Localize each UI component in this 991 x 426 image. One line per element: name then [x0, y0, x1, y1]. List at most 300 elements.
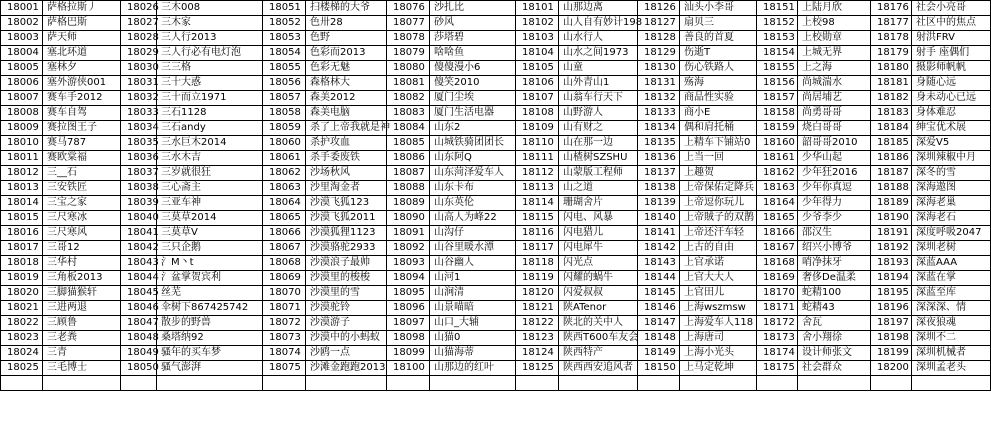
- id-cell[interactable]: 18183: [871, 106, 912, 121]
- username-cell[interactable]: 绍兴小博爷: [798, 241, 871, 256]
- username-cell[interactable]: 三__石: [43, 166, 121, 181]
- id-cell[interactable]: 18013: [1, 181, 43, 196]
- id-cell[interactable]: 18064: [263, 196, 306, 211]
- username-cell[interactable]: 三脚猫猴轩: [43, 286, 121, 301]
- id-cell[interactable]: 18014: [1, 196, 43, 211]
- username-cell[interactable]: 蛇精100: [798, 286, 871, 301]
- username-cell[interactable]: 塞林夕: [43, 61, 121, 76]
- username-cell[interactable]: 塞外游侠001: [43, 76, 121, 91]
- id-cell[interactable]: 18199: [871, 346, 912, 361]
- id-cell[interactable]: 18192: [871, 241, 912, 256]
- id-cell[interactable]: 18017: [1, 241, 43, 256]
- id-cell[interactable]: 18042: [121, 241, 157, 256]
- username-cell[interactable]: 沙漠驼铃: [306, 301, 387, 316]
- username-cell[interactable]: 上趣贺: [680, 166, 757, 181]
- username-cell[interactable]: 身未动心已远: [912, 91, 991, 106]
- username-cell[interactable]: 邵汉生: [798, 226, 871, 241]
- username-cell[interactable]: 三哥12: [43, 241, 121, 256]
- id-cell[interactable]: 18056: [263, 76, 306, 91]
- username-cell[interactable]: 深海老巢: [912, 196, 991, 211]
- username-cell[interactable]: 上官田儿: [680, 286, 757, 301]
- username-cell[interactable]: 山水之间1973: [559, 46, 638, 61]
- username-cell[interactable]: 上海唐司: [680, 331, 757, 346]
- id-cell[interactable]: 18196: [871, 301, 912, 316]
- username-cell[interactable]: 上当一回: [680, 151, 757, 166]
- id-cell[interactable]: 18022: [1, 316, 43, 331]
- id-cell[interactable]: 18188: [871, 181, 912, 196]
- id-cell[interactable]: 18068: [263, 256, 306, 271]
- username-cell[interactable]: 沙漠飞狐2011: [306, 211, 387, 226]
- empty-cell[interactable]: [430, 376, 516, 391]
- username-cell[interactable]: 丝芜: [157, 286, 263, 301]
- id-cell[interactable]: 18099: [387, 346, 430, 361]
- username-cell[interactable]: 杀了上帝我就是神: [306, 121, 387, 136]
- id-cell[interactable]: 18145: [638, 286, 680, 301]
- id-cell[interactable]: 18137: [638, 166, 680, 181]
- id-cell[interactable]: 18169: [757, 271, 798, 286]
- username-cell[interactable]: 三水巨木2014: [157, 136, 263, 151]
- id-cell[interactable]: 18195: [871, 286, 912, 301]
- username-cell[interactable]: 色野: [306, 31, 387, 46]
- username-cell[interactable]: 氵盆掌贺宾利: [157, 271, 263, 286]
- id-cell[interactable]: 18129: [638, 46, 680, 61]
- username-cell[interactable]: 殇海: [680, 76, 757, 91]
- empty-cell[interactable]: [757, 376, 798, 391]
- username-cell[interactable]: 厦门生活电器: [430, 106, 516, 121]
- username-cell[interactable]: 身体难忍: [912, 106, 991, 121]
- id-cell[interactable]: 18161: [757, 151, 798, 166]
- username-cell[interactable]: 山涧清: [430, 286, 516, 301]
- username-cell[interactable]: 闪耀的蜗牛: [559, 271, 638, 286]
- username-cell[interactable]: 山东菏泽爱车人: [430, 166, 516, 181]
- username-cell[interactable]: 上马定乾坤: [680, 361, 757, 376]
- username-cell[interactable]: 赛车手2012: [43, 91, 121, 106]
- id-cell[interactable]: 18006: [1, 76, 43, 91]
- username-cell[interactable]: 沙扎比: [430, 1, 516, 16]
- id-cell[interactable]: 18131: [638, 76, 680, 91]
- id-cell[interactable]: 18114: [516, 196, 559, 211]
- username-cell[interactable]: 社会小亮哥: [912, 1, 991, 16]
- id-cell[interactable]: 18191: [871, 226, 912, 241]
- empty-cell[interactable]: [871, 376, 912, 391]
- id-cell[interactable]: 18101: [516, 1, 559, 16]
- username-cell[interactable]: 上之海: [798, 61, 871, 76]
- id-cell[interactable]: 18119: [516, 271, 559, 286]
- username-cell[interactable]: 山谷幽人: [430, 256, 516, 271]
- id-cell[interactable]: 18111: [516, 151, 559, 166]
- id-cell[interactable]: 18194: [871, 271, 912, 286]
- username-cell[interactable]: 上精车下铺站0: [680, 136, 757, 151]
- username-cell[interactable]: 社区中的焦点: [912, 16, 991, 31]
- username-cell[interactable]: 上海爱车人118: [680, 316, 757, 331]
- empty-cell[interactable]: [1, 376, 43, 391]
- username-cell[interactable]: 绅宝优术展: [912, 121, 991, 136]
- id-cell[interactable]: 18043: [121, 256, 157, 271]
- username-cell[interactable]: 三顾鲁: [43, 316, 121, 331]
- username-cell[interactable]: 深夜狼魂: [912, 316, 991, 331]
- username-cell[interactable]: 山野游人: [559, 106, 638, 121]
- username-cell[interactable]: 三石andy: [157, 121, 263, 136]
- id-cell[interactable]: 18164: [757, 196, 798, 211]
- username-cell[interactable]: 上海wszmsw: [680, 301, 757, 316]
- id-cell[interactable]: 18020: [1, 286, 43, 301]
- id-cell[interactable]: 18172: [757, 316, 798, 331]
- id-cell[interactable]: 18162: [757, 166, 798, 181]
- username-cell[interactable]: 厦门尘埃: [430, 91, 516, 106]
- username-cell[interactable]: 三尺寒冰: [43, 211, 121, 226]
- username-cell[interactable]: 傻傻漫小6: [430, 61, 516, 76]
- id-cell[interactable]: 18071: [263, 301, 306, 316]
- username-cell[interactable]: 山那边的红叶: [430, 361, 516, 376]
- username-cell[interactable]: 三华村: [43, 256, 121, 271]
- id-cell[interactable]: 18081: [387, 76, 430, 91]
- id-cell[interactable]: 18112: [516, 166, 559, 181]
- username-cell[interactable]: 上城无界: [798, 46, 871, 61]
- username-cell[interactable]: 上帝賊子的双鹊: [680, 211, 757, 226]
- username-cell[interactable]: 身随心远: [912, 76, 991, 91]
- id-cell[interactable]: 18109: [516, 121, 559, 136]
- id-cell[interactable]: 18136: [638, 151, 680, 166]
- id-cell[interactable]: 18100: [387, 361, 430, 376]
- username-cell[interactable]: 社会群众: [798, 361, 871, 376]
- username-cell[interactable]: 三青: [43, 346, 121, 361]
- id-cell[interactable]: 18146: [638, 301, 680, 316]
- id-cell[interactable]: 18138: [638, 181, 680, 196]
- id-cell[interactable]: 18125: [516, 361, 559, 376]
- id-cell[interactable]: 18166: [757, 226, 798, 241]
- id-cell[interactable]: 18094: [387, 271, 430, 286]
- id-cell[interactable]: 18047: [121, 316, 157, 331]
- id-cell[interactable]: 18001: [1, 1, 43, 16]
- username-cell[interactable]: 汕头小李哥: [680, 1, 757, 16]
- id-cell[interactable]: 18186: [871, 151, 912, 166]
- id-cell[interactable]: 18037: [121, 166, 157, 181]
- id-cell[interactable]: 18008: [1, 106, 43, 121]
- id-cell[interactable]: 18115: [516, 211, 559, 226]
- id-cell[interactable]: 18102: [516, 16, 559, 31]
- username-cell[interactable]: 山沟仔: [430, 226, 516, 241]
- id-cell[interactable]: 18173: [757, 331, 798, 346]
- id-cell[interactable]: 18127: [638, 16, 680, 31]
- username-cell[interactable]: 傻笑2010: [430, 76, 516, 91]
- username-cell[interactable]: 砂风: [430, 16, 516, 31]
- username-cell[interactable]: 陕西西安追风者: [559, 361, 638, 376]
- username-cell[interactable]: 三角板2013: [43, 271, 121, 286]
- id-cell[interactable]: 18149: [638, 346, 680, 361]
- id-cell[interactable]: 18082: [387, 91, 430, 106]
- username-cell[interactable]: 山外青山1: [559, 76, 638, 91]
- username-cell[interactable]: 色彩无魅: [306, 61, 387, 76]
- id-cell[interactable]: 18016: [1, 226, 43, 241]
- username-cell[interactable]: 深海遨图: [912, 181, 991, 196]
- username-cell[interactable]: 善良的首夏: [680, 31, 757, 46]
- username-cell[interactable]: 沙漠骆驼2933: [306, 241, 387, 256]
- username-cell[interactable]: 奢侈De温柔: [798, 271, 871, 286]
- id-cell[interactable]: 18059: [263, 121, 306, 136]
- username-cell[interactable]: 深圳机械者: [912, 346, 991, 361]
- empty-cell[interactable]: [516, 376, 559, 391]
- id-cell[interactable]: 18070: [263, 286, 306, 301]
- id-cell[interactable]: 18080: [387, 61, 430, 76]
- username-cell[interactable]: 深圳孟老头: [912, 361, 991, 376]
- username-cell[interactable]: 少年得力: [798, 196, 871, 211]
- empty-cell[interactable]: [559, 376, 638, 391]
- username-cell[interactable]: 伤逝T: [680, 46, 757, 61]
- id-cell[interactable]: 18154: [757, 46, 798, 61]
- id-cell[interactable]: 18139: [638, 196, 680, 211]
- username-cell[interactable]: 氵M丶t: [157, 256, 263, 271]
- id-cell[interactable]: 18167: [757, 241, 798, 256]
- username-cell[interactable]: 珊瑚舍片: [559, 196, 638, 211]
- username-cell[interactable]: 沙漠里的雪: [306, 286, 387, 301]
- username-cell[interactable]: 上官大大人: [680, 271, 757, 286]
- username-cell[interactable]: 上帝逗你玩儿: [680, 196, 757, 211]
- username-cell[interactable]: 山高人为峰22: [430, 211, 516, 226]
- username-cell[interactable]: 山口_大辅: [430, 316, 516, 331]
- username-cell[interactable]: 山人自有妙计198: [559, 16, 638, 31]
- username-cell[interactable]: 山东卡布: [430, 181, 516, 196]
- id-cell[interactable]: 18031: [121, 76, 157, 91]
- id-cell[interactable]: 18170: [757, 286, 798, 301]
- id-cell[interactable]: 18126: [638, 1, 680, 16]
- id-cell[interactable]: 18197: [871, 316, 912, 331]
- username-cell[interactable]: 少年狂2016: [798, 166, 871, 181]
- id-cell[interactable]: 18046: [121, 301, 157, 316]
- id-cell[interactable]: 18092: [387, 241, 430, 256]
- username-cell[interactable]: 摄影师帆帆: [912, 61, 991, 76]
- username-cell[interactable]: 偶和肩托桶: [680, 121, 757, 136]
- id-cell[interactable]: 18171: [757, 301, 798, 316]
- username-cell[interactable]: 山城铁骑团团长: [430, 136, 516, 151]
- id-cell[interactable]: 18002: [1, 16, 43, 31]
- username-cell[interactable]: 商品性实验: [680, 91, 757, 106]
- id-cell[interactable]: 18051: [263, 1, 306, 16]
- username-cell[interactable]: 山东阿Q: [430, 151, 516, 166]
- id-cell[interactable]: 18018: [1, 256, 43, 271]
- username-cell[interactable]: 三木008: [157, 1, 263, 16]
- username-cell[interactable]: 赛拉图王子: [43, 121, 121, 136]
- id-cell[interactable]: 18148: [638, 331, 680, 346]
- id-cell[interactable]: 18175: [757, 361, 798, 376]
- id-cell[interactable]: 18049: [121, 346, 157, 361]
- id-cell[interactable]: 18140: [638, 211, 680, 226]
- id-cell[interactable]: 18050: [121, 361, 157, 376]
- id-cell[interactable]: 18087: [387, 166, 430, 181]
- id-cell[interactable]: 18060: [263, 136, 306, 151]
- username-cell[interactable]: 舍瓦: [798, 316, 871, 331]
- username-cell[interactable]: 山之道: [559, 181, 638, 196]
- id-cell[interactable]: 18034: [121, 121, 157, 136]
- id-cell[interactable]: 18132: [638, 91, 680, 106]
- id-cell[interactable]: 18110: [516, 136, 559, 151]
- username-cell[interactable]: 少华山起: [798, 151, 871, 166]
- username-cell[interactable]: 陕ATenor: [559, 301, 638, 316]
- id-cell[interactable]: 18036: [121, 151, 157, 166]
- username-cell[interactable]: 沙漠游子: [306, 316, 387, 331]
- id-cell[interactable]: 18024: [1, 346, 43, 361]
- username-cell[interactable]: 三安铁匠: [43, 181, 121, 196]
- id-cell[interactable]: 18135: [638, 136, 680, 151]
- username-cell[interactable]: 深圳不二: [912, 331, 991, 346]
- username-cell[interactable]: 射洪FRV: [912, 31, 991, 46]
- username-cell[interactable]: 啥啥鱼: [430, 46, 516, 61]
- username-cell[interactable]: 赛车自驾: [43, 106, 121, 121]
- empty-cell[interactable]: [121, 376, 157, 391]
- id-cell[interactable]: 18021: [1, 301, 43, 316]
- id-cell[interactable]: 18058: [263, 106, 306, 121]
- id-cell[interactable]: 18011: [1, 151, 43, 166]
- id-cell[interactable]: 18090: [387, 211, 430, 226]
- id-cell[interactable]: 18163: [757, 181, 798, 196]
- id-cell[interactable]: 18106: [516, 76, 559, 91]
- username-cell[interactable]: 少年你真逗: [798, 181, 871, 196]
- id-cell[interactable]: 18062: [263, 166, 306, 181]
- username-cell[interactable]: 山楂树SZSHU: [559, 151, 638, 166]
- username-cell[interactable]: 三人行必有电灯泡: [157, 46, 263, 61]
- username-cell[interactable]: 设计师张文: [798, 346, 871, 361]
- id-cell[interactable]: 18141: [638, 226, 680, 241]
- username-cell[interactable]: 山那边离: [559, 1, 638, 16]
- id-cell[interactable]: 18098: [387, 331, 430, 346]
- username-cell[interactable]: 深爱V5: [912, 136, 991, 151]
- username-cell[interactable]: 山河1: [430, 271, 516, 286]
- username-cell[interactable]: 深度呼吸2047: [912, 226, 991, 241]
- username-cell[interactable]: 沙漠中的小蚂蚁: [306, 331, 387, 346]
- username-cell[interactable]: 森格林大: [306, 76, 387, 91]
- username-cell[interactable]: 尚居埔艺: [798, 91, 871, 106]
- id-cell[interactable]: 18072: [263, 316, 306, 331]
- id-cell[interactable]: 18193: [871, 256, 912, 271]
- id-cell[interactable]: 18085: [387, 136, 430, 151]
- id-cell[interactable]: 18095: [387, 286, 430, 301]
- username-cell[interactable]: 山东2: [430, 121, 516, 136]
- id-cell[interactable]: 18178: [871, 31, 912, 46]
- username-cell[interactable]: 山景喵暗: [430, 301, 516, 316]
- id-cell[interactable]: 18103: [516, 31, 559, 46]
- username-cell[interactable]: 沙里淘金者: [306, 181, 387, 196]
- id-cell[interactable]: 18039: [121, 196, 157, 211]
- id-cell[interactable]: 18133: [638, 106, 680, 121]
- username-cell[interactable]: 三尺寒风: [43, 226, 121, 241]
- username-cell[interactable]: 陕北的关中人: [559, 316, 638, 331]
- username-cell[interactable]: 深冬的雪: [912, 166, 991, 181]
- id-cell[interactable]: 18069: [263, 271, 306, 286]
- id-cell[interactable]: 18116: [516, 226, 559, 241]
- username-cell[interactable]: 射手 座偶们: [912, 46, 991, 61]
- empty-cell[interactable]: [680, 376, 757, 391]
- id-cell[interactable]: 18190: [871, 211, 912, 226]
- username-cell[interactable]: 赛欧棠福: [43, 151, 121, 166]
- id-cell[interactable]: 18029: [121, 46, 157, 61]
- username-cell[interactable]: 深海老石: [912, 211, 991, 226]
- username-cell[interactable]: 桑塔纳92: [157, 331, 263, 346]
- username-cell[interactable]: 上陆月欣: [798, 1, 871, 16]
- id-cell[interactable]: 18032: [121, 91, 157, 106]
- id-cell[interactable]: 18152: [757, 16, 798, 31]
- username-cell[interactable]: 三宝之家: [43, 196, 121, 211]
- id-cell[interactable]: 18052: [263, 16, 306, 31]
- username-cell[interactable]: 骚气澎湃: [157, 361, 263, 376]
- id-cell[interactable]: 18012: [1, 166, 43, 181]
- id-cell[interactable]: 18177: [871, 16, 912, 31]
- id-cell[interactable]: 18159: [757, 121, 798, 136]
- username-cell[interactable]: 深圳老树: [912, 241, 991, 256]
- id-cell[interactable]: 18120: [516, 286, 559, 301]
- id-cell[interactable]: 18185: [871, 136, 912, 151]
- username-cell[interactable]: 杀护攻血: [306, 136, 387, 151]
- id-cell[interactable]: 18055: [263, 61, 306, 76]
- id-cell[interactable]: 18073: [263, 331, 306, 346]
- username-cell[interactable]: 散步的野兽: [157, 316, 263, 331]
- empty-cell[interactable]: [43, 376, 121, 391]
- username-cell[interactable]: 上校98: [798, 16, 871, 31]
- id-cell[interactable]: 18065: [263, 211, 306, 226]
- username-cell[interactable]: 扇贝三: [680, 16, 757, 31]
- username-cell[interactable]: 闪光点: [559, 256, 638, 271]
- username-cell[interactable]: 三老粪: [43, 331, 121, 346]
- empty-cell[interactable]: [912, 376, 991, 391]
- username-cell[interactable]: 沙漠狐狸1123: [306, 226, 387, 241]
- id-cell[interactable]: 18156: [757, 76, 798, 91]
- id-cell[interactable]: 18200: [871, 361, 912, 376]
- id-cell[interactable]: 18035: [121, 136, 157, 151]
- id-cell[interactable]: 18189: [871, 196, 912, 211]
- id-cell[interactable]: 18104: [516, 46, 559, 61]
- username-cell[interactable]: 山猫0: [430, 331, 516, 346]
- username-cell[interactable]: 山童: [559, 61, 638, 76]
- id-cell[interactable]: 18184: [871, 121, 912, 136]
- username-cell[interactable]: 三莫草2014: [157, 211, 263, 226]
- username-cell[interactable]: 萨天师: [43, 31, 121, 46]
- username-cell[interactable]: 山有财之: [559, 121, 638, 136]
- id-cell[interactable]: 18015: [1, 211, 43, 226]
- id-cell[interactable]: 18048: [121, 331, 157, 346]
- username-cell[interactable]: 三岁就很狂: [157, 166, 263, 181]
- id-cell[interactable]: 18066: [263, 226, 306, 241]
- id-cell[interactable]: 18053: [263, 31, 306, 46]
- id-cell[interactable]: 18155: [757, 61, 798, 76]
- username-cell[interactable]: 伤心铁路人: [680, 61, 757, 76]
- id-cell[interactable]: 18181: [871, 76, 912, 91]
- id-cell[interactable]: 18004: [1, 46, 43, 61]
- username-cell[interactable]: 舍小翔徐: [798, 331, 871, 346]
- username-cell[interactable]: 闪电猎儿: [559, 226, 638, 241]
- username-cell[interactable]: 三石1128: [157, 106, 263, 121]
- id-cell[interactable]: 18086: [387, 151, 430, 166]
- id-cell[interactable]: 18097: [387, 316, 430, 331]
- id-cell[interactable]: 18076: [387, 1, 430, 16]
- id-cell[interactable]: 18005: [1, 61, 43, 76]
- id-cell[interactable]: 18010: [1, 136, 43, 151]
- username-cell[interactable]: 山猫海蒂: [430, 346, 516, 361]
- username-cell[interactable]: 骚年的买车梦: [157, 346, 263, 361]
- username-cell[interactable]: 萨格巴斯: [43, 16, 121, 31]
- id-cell[interactable]: 18045: [121, 286, 157, 301]
- id-cell[interactable]: 18150: [638, 361, 680, 376]
- username-cell[interactable]: 深深深、情: [912, 301, 991, 316]
- id-cell[interactable]: 18074: [263, 346, 306, 361]
- id-cell[interactable]: 18067: [263, 241, 306, 256]
- username-cell[interactable]: 森美2012: [306, 91, 387, 106]
- username-cell[interactable]: 三只企鹅: [157, 241, 263, 256]
- id-cell[interactable]: 18158: [757, 106, 798, 121]
- id-cell[interactable]: 18174: [757, 346, 798, 361]
- username-cell[interactable]: 三亚车神: [157, 196, 263, 211]
- id-cell[interactable]: 18091: [387, 226, 430, 241]
- id-cell[interactable]: 18124: [516, 346, 559, 361]
- id-cell[interactable]: 18089: [387, 196, 430, 211]
- id-cell[interactable]: 18176: [871, 1, 912, 16]
